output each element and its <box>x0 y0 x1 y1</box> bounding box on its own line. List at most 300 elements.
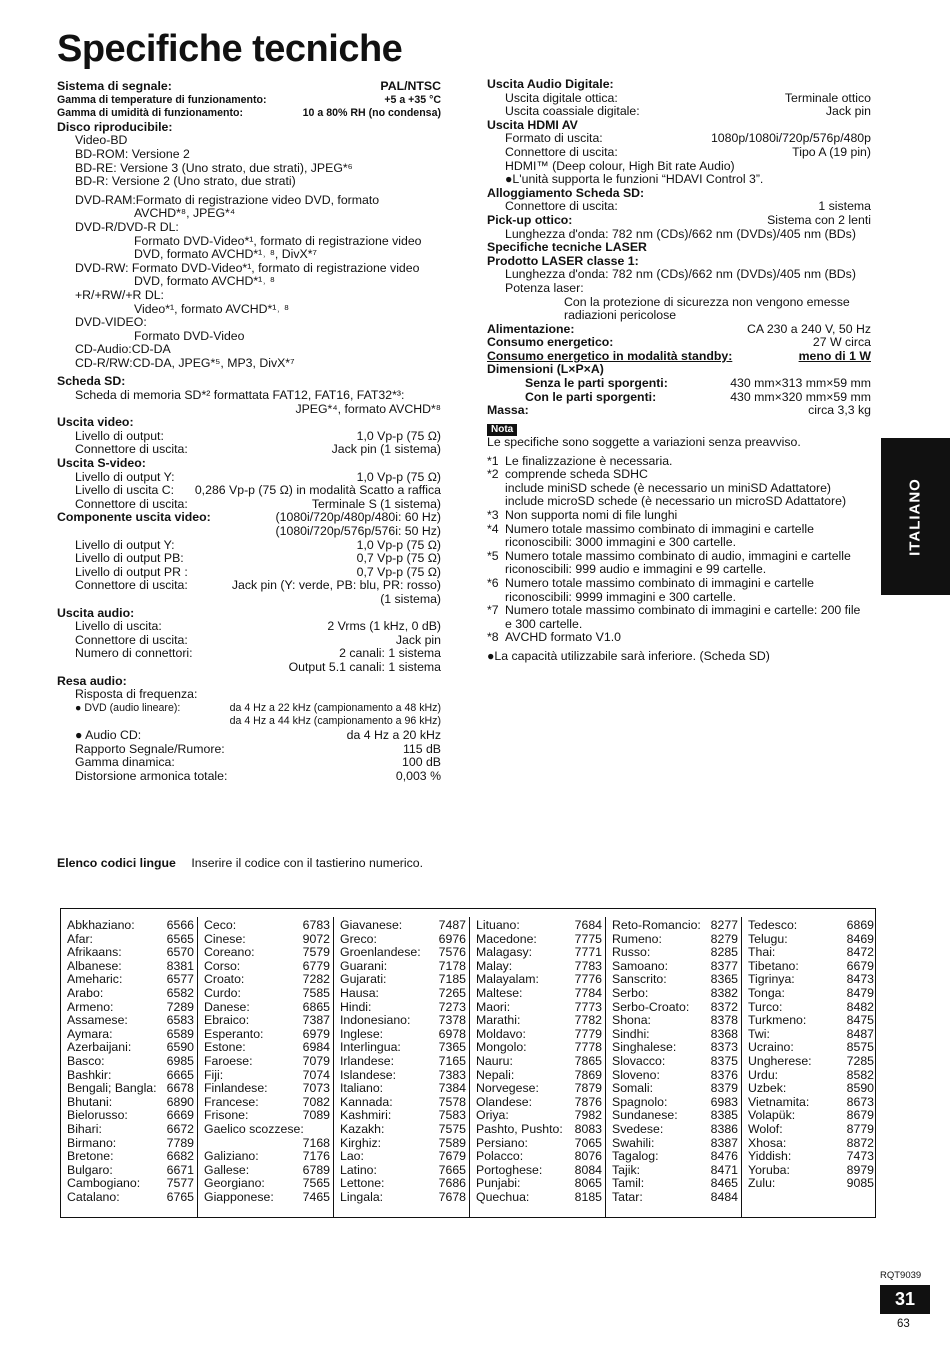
language-name: Tigrinya: <box>748 972 795 987</box>
language-code: 7487 <box>438 918 466 932</box>
language-item <box>67 1123 194 1137</box>
language-item <box>612 1177 738 1191</box>
language-code: 7982 <box>574 1108 602 1123</box>
language-column <box>197 917 333 1217</box>
language-code: 6671 <box>166 1162 194 1177</box>
language-code: 6669 <box>166 1108 194 1123</box>
language-name: Indonesiano: <box>340 1013 411 1028</box>
language-code: 8872 <box>846 1135 874 1150</box>
language-item <box>67 1177 194 1191</box>
spec-value: meno di 1 W <box>798 348 871 363</box>
language-item <box>67 1055 194 1069</box>
spec-row <box>57 770 441 784</box>
spec-row: ●L'unità supporta le funzioni “HDAVI Control 3”. <box>505 172 764 187</box>
spec-row: Disco riproducibile: <box>57 119 173 134</box>
language-item <box>476 987 602 1001</box>
language-item <box>748 1001 874 1015</box>
language-name: Telugu: <box>748 931 788 946</box>
spec-row: DVD, formato AVCHD*¹˒ ⁸ <box>134 274 275 289</box>
spec-label: Connettore di uscita: <box>505 199 618 214</box>
spec-row: Uscita HDMI AV <box>487 117 578 132</box>
language-item <box>612 1001 738 1015</box>
language-name: Norvegese: <box>476 1081 539 1096</box>
spec-row: BD-RE: Versione 3 (Uno strato, due strati), JPEG*⁶ <box>75 160 353 175</box>
language-name: Bashkir: <box>67 1067 112 1082</box>
language-code: 6869 <box>846 918 874 932</box>
spec-value: 100 dB <box>402 755 441 770</box>
language-code: 6779 <box>302 958 330 973</box>
language-code: 8473 <box>846 972 874 987</box>
language-item <box>67 1164 194 1178</box>
spec-value: 430 mm×320 mm×59 mm <box>730 389 871 404</box>
language-name: Yiddish: <box>748 1149 792 1164</box>
spec-value: Jack pin <box>825 104 871 119</box>
language-name: Esperanto: <box>204 1026 264 1041</box>
language-name: Spagnolo: <box>612 1094 668 1109</box>
language-code: 6682 <box>166 1149 194 1164</box>
language-name: Twi: <box>748 1026 770 1041</box>
spec-row: +R/+RW/+R DL: <box>75 287 164 302</box>
language-name: Francese: <box>204 1094 259 1109</box>
language-code: 7579 <box>302 945 330 960</box>
spec-row <box>487 323 871 337</box>
document-code: RQT9039 <box>880 1270 922 1281</box>
language-code: 7165 <box>438 1053 466 1068</box>
spec-label: Pick-up ottico: <box>487 212 573 227</box>
language-code: 8469 <box>846 931 874 946</box>
footnote-marker: *6 <box>487 575 499 590</box>
language-name: Yoruba: <box>748 1162 790 1177</box>
language-code: 7665 <box>438 1162 466 1177</box>
language-code: 7168 <box>302 1135 330 1150</box>
language-item <box>204 1041 330 1055</box>
language-item <box>748 933 874 947</box>
language-code: 7869 <box>574 1067 602 1082</box>
language-code: 7876 <box>574 1094 602 1109</box>
spec-row: DVD-RW: Formato DVD-Video*¹, formato di registrazione video <box>75 260 420 275</box>
language-name: Cambogiano: <box>67 1176 141 1191</box>
language-name: Gallese: <box>204 1162 250 1177</box>
spec-row: DVD-R/DVD-R DL: <box>75 219 179 234</box>
language-item <box>204 960 330 974</box>
language-code: 6865 <box>302 999 330 1014</box>
footnote-item <box>487 563 871 577</box>
language-name: Gaelico scozzese: <box>204 1121 304 1136</box>
language-item <box>340 1041 466 1055</box>
spec-row: Uscita S-video: <box>57 456 146 471</box>
language-item <box>204 1150 330 1164</box>
language-code: 8379 <box>710 1081 738 1096</box>
language-code: 7065 <box>574 1135 602 1150</box>
spec-row <box>57 715 441 729</box>
language-code: 8679 <box>846 1108 874 1123</box>
language-code: 7178 <box>438 958 466 973</box>
language-name: Sloveno: <box>612 1067 660 1082</box>
language-name: Italiano: <box>340 1081 384 1096</box>
language-name: Punjabi: <box>476 1176 521 1191</box>
language-code: 8378 <box>710 1013 738 1028</box>
capacity-note: ●La capacità utilizzabile sarà inferiore. (Scheda SD) <box>487 648 770 663</box>
language-name: Greco: <box>340 931 377 946</box>
spec-row <box>487 105 871 119</box>
language-code: 7383 <box>438 1067 466 1082</box>
language-code: 7285 <box>846 1053 874 1068</box>
spec-row <box>57 484 441 498</box>
language-name: Azerbaijani: <box>67 1040 132 1055</box>
language-code: 8487 <box>846 1026 874 1041</box>
spec-row <box>487 377 871 391</box>
language-code: 6890 <box>166 1094 194 1109</box>
spec-row: BD-R: Versione 2 (Uno strato, due strati) <box>75 174 296 189</box>
language-item <box>748 1069 874 1083</box>
spec-row <box>57 498 441 512</box>
language-item <box>748 1028 874 1042</box>
page-number-box: 31 <box>880 1285 930 1314</box>
spec-row <box>57 80 441 94</box>
language-item <box>748 960 874 974</box>
language-name: Somali: <box>612 1081 654 1096</box>
spec-row: CD-Audio:CD-DA <box>75 342 171 357</box>
specs-right-column <box>487 78 871 418</box>
spec-value: PAL/NTSC <box>380 79 441 93</box>
language-item <box>612 1191 738 1205</box>
language-item <box>340 973 466 987</box>
spec-label: Livello di uscita C: <box>75 483 175 498</box>
language-name: Latino: <box>340 1162 377 1177</box>
language-name: Interlingua: <box>340 1040 401 1055</box>
language-item <box>340 919 466 933</box>
language-item <box>612 933 738 947</box>
language-code: 7465 <box>302 1189 330 1204</box>
language-code: 9072 <box>302 931 330 946</box>
spec-value: CA 230 a 240 V, 50 Hz <box>747 321 871 336</box>
footnote-item <box>487 631 871 645</box>
language-item <box>612 1164 738 1178</box>
spec-row <box>57 620 441 634</box>
spec-value: circa 3,3 kg <box>808 403 871 418</box>
footnote-text: Non supporta nomi di file lunghi <box>505 507 678 522</box>
spec-row <box>57 539 441 553</box>
language-name: Curdo: <box>204 985 241 1000</box>
language-code: 8365 <box>710 972 738 987</box>
language-name: Vietnamita: <box>748 1094 810 1109</box>
language-code: 8385 <box>710 1108 738 1123</box>
spec-value: 0,003 % <box>395 768 441 783</box>
language-code: 6978 <box>438 1026 466 1041</box>
language-item <box>476 1069 602 1083</box>
language-code: 7684 <box>574 918 602 932</box>
language-name: Macedone: <box>476 931 537 946</box>
language-name: Sindhi: <box>612 1026 650 1041</box>
language-item <box>67 946 194 960</box>
language-item <box>612 1055 738 1069</box>
spec-label: Gamma di temperature di funzionamento: <box>57 93 267 106</box>
language-name: Nauru: <box>476 1053 513 1068</box>
language-code: 6570 <box>166 945 194 960</box>
language-code: 7387 <box>302 1013 330 1028</box>
spec-row <box>487 336 871 350</box>
language-name: Shona: <box>612 1013 651 1028</box>
language-name: Armeno: <box>67 999 114 1014</box>
language-item <box>340 1150 466 1164</box>
language-item <box>476 1164 602 1178</box>
language-name: Abkhaziano: <box>67 918 135 932</box>
footnote-marker: *4 <box>487 521 499 536</box>
language-item <box>204 1109 330 1123</box>
spec-label: Componente uscita video: <box>57 510 211 525</box>
language-code: 7384 <box>438 1081 466 1096</box>
language-name: Kirghiz: <box>340 1135 382 1150</box>
language-code: 6672 <box>166 1121 194 1136</box>
language-name: Turkmeno: <box>748 1013 807 1028</box>
spec-row: Specifiche tecniche LASER <box>487 240 647 255</box>
spec-label: Connettore di uscita: <box>75 578 188 593</box>
spec-row <box>57 525 441 539</box>
nota-text: Le specifiche sono soggette a variazioni senza preavviso. <box>487 435 801 449</box>
language-item <box>204 1123 330 1137</box>
footnote-item <box>487 550 871 564</box>
language-name: Gujarati: <box>340 972 387 987</box>
language-item <box>204 1082 330 1096</box>
language-code: 8277 <box>710 918 738 932</box>
spec-label: Connettore di uscita: <box>75 442 188 457</box>
footnote-marker: *7 <box>487 603 499 618</box>
language-item <box>748 1109 874 1123</box>
spec-row: HDMI™ (Deep colour, High Bit rate Audio) <box>505 158 735 173</box>
language-code: 8472 <box>846 945 874 960</box>
footnote-item <box>487 536 871 550</box>
language-item <box>476 1109 602 1123</box>
spec-row <box>57 579 441 593</box>
language-item <box>67 1069 194 1083</box>
spec-row: Formato DVD-Video*¹, formato di registrazione video <box>134 233 422 248</box>
language-code: 8575 <box>846 1040 874 1055</box>
language-code: 7783 <box>574 958 602 973</box>
spec-row <box>57 756 441 770</box>
language-item <box>612 1069 738 1083</box>
language-code: 8084 <box>574 1162 602 1177</box>
spec-value: Sistema con 2 lenti <box>767 212 871 227</box>
language-name: Georgiano: <box>204 1176 265 1191</box>
spec-label: Livello di output PR : <box>75 564 188 579</box>
language-name: Tagalog: <box>612 1149 659 1164</box>
language-code: 8590 <box>846 1081 874 1096</box>
footnote-text: AVCHD formato V1.0 <box>505 630 621 645</box>
footnotes-list <box>487 455 871 645</box>
footnote-marker: *5 <box>487 548 499 563</box>
language-code: 6566 <box>166 918 194 932</box>
spec-value: da 4 Hz a 22 kHz (campionamento a 48 kHz) <box>229 701 441 714</box>
language-item <box>748 1164 874 1178</box>
language-name: Lituano: <box>476 918 520 932</box>
language-code: 6983 <box>710 1094 738 1109</box>
language-item <box>67 987 194 1001</box>
language-code: 7679 <box>438 1149 466 1164</box>
spec-row <box>487 132 871 146</box>
spec-value: 0,7 Vp-p (75 Ω) <box>356 551 441 566</box>
spec-value: Terminale ottico <box>784 90 871 105</box>
language-code: 7082 <box>302 1094 330 1109</box>
language-name: Uzbek: <box>748 1081 787 1096</box>
language-item <box>612 1082 738 1096</box>
footnote-text: include miniSD schede (è necessario un miniSD Adattatore) <box>505 480 832 495</box>
language-code: 7773 <box>574 999 602 1014</box>
spec-row <box>57 511 441 525</box>
language-name: Cinese: <box>204 931 246 946</box>
language-code: 8779 <box>846 1121 874 1136</box>
footnote-text: comprende scheda SDHC <box>505 467 648 482</box>
language-item <box>340 1096 466 1110</box>
spec-label: Gamma dinamica: <box>75 755 175 770</box>
language-name: Kazakh: <box>340 1121 385 1136</box>
language-item <box>612 1041 738 1055</box>
language-item <box>748 1137 874 1151</box>
footnote-item <box>487 509 871 523</box>
spec-value: 1 sistema <box>818 199 871 214</box>
language-item <box>612 973 738 987</box>
language-code: 8479 <box>846 985 874 1000</box>
spec-value: 2 canali: 1 sistema <box>339 646 441 661</box>
language-item <box>748 1041 874 1055</box>
language-code: 6985 <box>166 1053 194 1068</box>
language-item <box>340 1123 466 1137</box>
language-code: 8381 <box>166 958 194 973</box>
language-name: Maori: <box>476 999 511 1014</box>
language-item <box>67 1150 194 1164</box>
language-code: 7865 <box>574 1053 602 1068</box>
language-item <box>340 933 466 947</box>
language-item <box>67 1096 194 1110</box>
language-name: Galiziano: <box>204 1149 259 1164</box>
language-item <box>340 1191 466 1205</box>
language-item <box>204 1014 330 1028</box>
language-code: 8375 <box>710 1053 738 1068</box>
spec-row: Uscita video: <box>57 415 134 430</box>
language-code: 8582 <box>846 1067 874 1082</box>
footnote-item <box>487 468 871 482</box>
spec-label: Numero di connettori: <box>75 646 193 661</box>
language-codes-label: Elenco codici lingue <box>57 856 176 870</box>
language-item <box>612 1123 738 1137</box>
spec-label: Connettore di uscita: <box>75 496 188 511</box>
language-item <box>612 1096 738 1110</box>
language-item <box>204 1191 330 1205</box>
language-item <box>204 973 330 987</box>
language-codes-heading <box>57 856 423 870</box>
spec-value: 27 W circa <box>812 335 871 350</box>
spec-value: 1080p/1080i/720p/576p/480p <box>710 131 871 146</box>
language-code: 7775 <box>574 931 602 946</box>
language-name: Malagasy: <box>476 945 533 960</box>
spec-label: Connettore di uscita: <box>505 144 618 159</box>
language-item <box>204 1069 330 1083</box>
language-code: 6565 <box>166 931 194 946</box>
language-item <box>67 960 194 974</box>
language-name: Basco: <box>67 1053 105 1068</box>
language-name: Volapük: <box>748 1108 796 1123</box>
language-code: 7678 <box>438 1189 466 1204</box>
spec-value: 2 Vrms (1 kHz, 0 dB) <box>327 619 441 634</box>
spec-row <box>57 430 441 444</box>
language-item <box>204 1055 330 1069</box>
page-number-small: 63 <box>897 1318 910 1330</box>
language-name: Fiji: <box>204 1067 224 1082</box>
footnote-text: Le finalizzazione è necessaria. <box>505 453 673 468</box>
language-code: 7575 <box>438 1121 466 1136</box>
language-column <box>605 917 741 1217</box>
language-item <box>612 946 738 960</box>
footnote-item <box>487 577 871 591</box>
language-item <box>204 1177 330 1191</box>
language-item <box>476 946 602 960</box>
spec-row: Potenza laser: <box>505 280 584 295</box>
language-name: Aymara: <box>67 1026 113 1041</box>
spec-row <box>57 552 441 566</box>
language-item <box>612 919 738 933</box>
spec-row: Scheda di memoria SD*² formattata FAT12, FAT16, FAT32*³: <box>75 388 405 403</box>
language-item <box>340 1069 466 1083</box>
spec-value: da 4 Hz a 44 kHz (campionamento a 96 kHz) <box>229 715 441 728</box>
footnote-marker: *1 <box>487 453 499 468</box>
language-item <box>476 960 602 974</box>
language-name: Quechua: <box>476 1189 530 1204</box>
language-item <box>748 987 874 1001</box>
language-item <box>204 1096 330 1110</box>
footnote-text: Numero totale massimo combinato di audio, immagini e cartelle <box>505 548 851 563</box>
language-item <box>67 1137 194 1151</box>
language-item <box>340 987 466 1001</box>
language-code: 6590 <box>166 1040 194 1055</box>
language-name: Faroese: <box>204 1053 253 1068</box>
spec-row <box>57 593 441 607</box>
language-name: Hindi: <box>340 999 372 1014</box>
language-name: Groenlandese: <box>340 945 421 960</box>
language-item <box>612 1150 738 1164</box>
language-code: 8377 <box>710 958 738 973</box>
language-name: Ebraico: <box>204 1013 250 1028</box>
language-codes-table <box>60 908 876 1218</box>
language-code: 8482 <box>846 999 874 1014</box>
language-name: Coreano: <box>204 945 255 960</box>
language-name: Arabo: <box>67 985 104 1000</box>
language-name: Bulgaro: <box>67 1162 113 1177</box>
language-code: 6665 <box>166 1067 194 1082</box>
language-item <box>748 1096 874 1110</box>
language-name: Albanese: <box>67 958 122 973</box>
language-item <box>340 1137 466 1151</box>
language-name: Croato: <box>204 972 245 987</box>
footnote-text: e 300 cartelle. <box>505 616 583 631</box>
notes-section <box>487 422 871 664</box>
spec-label: Consumo energetico: <box>487 335 614 350</box>
spec-row <box>57 634 441 648</box>
language-name: Malay: <box>476 958 513 973</box>
language-name: Swahili: <box>612 1135 655 1150</box>
language-code: 6979 <box>302 1026 330 1041</box>
spec-label: Livello di uscita: <box>75 619 162 634</box>
language-code: 7073 <box>302 1081 330 1096</box>
language-name: Bielorusso: <box>67 1108 128 1123</box>
spec-row <box>57 471 441 485</box>
language-code: 7784 <box>574 985 602 1000</box>
language-code: 7686 <box>438 1176 466 1191</box>
language-codes-instruction: Inserire il codice con il tastierino numerico. <box>191 856 424 870</box>
spec-row <box>487 200 871 214</box>
language-name: Mongolo: <box>476 1040 527 1055</box>
spec-label: Livello di output: <box>75 428 164 443</box>
language-name: Kashmiri: <box>340 1108 392 1123</box>
spec-row: Dimensioni (L×P×A) <box>487 362 604 377</box>
